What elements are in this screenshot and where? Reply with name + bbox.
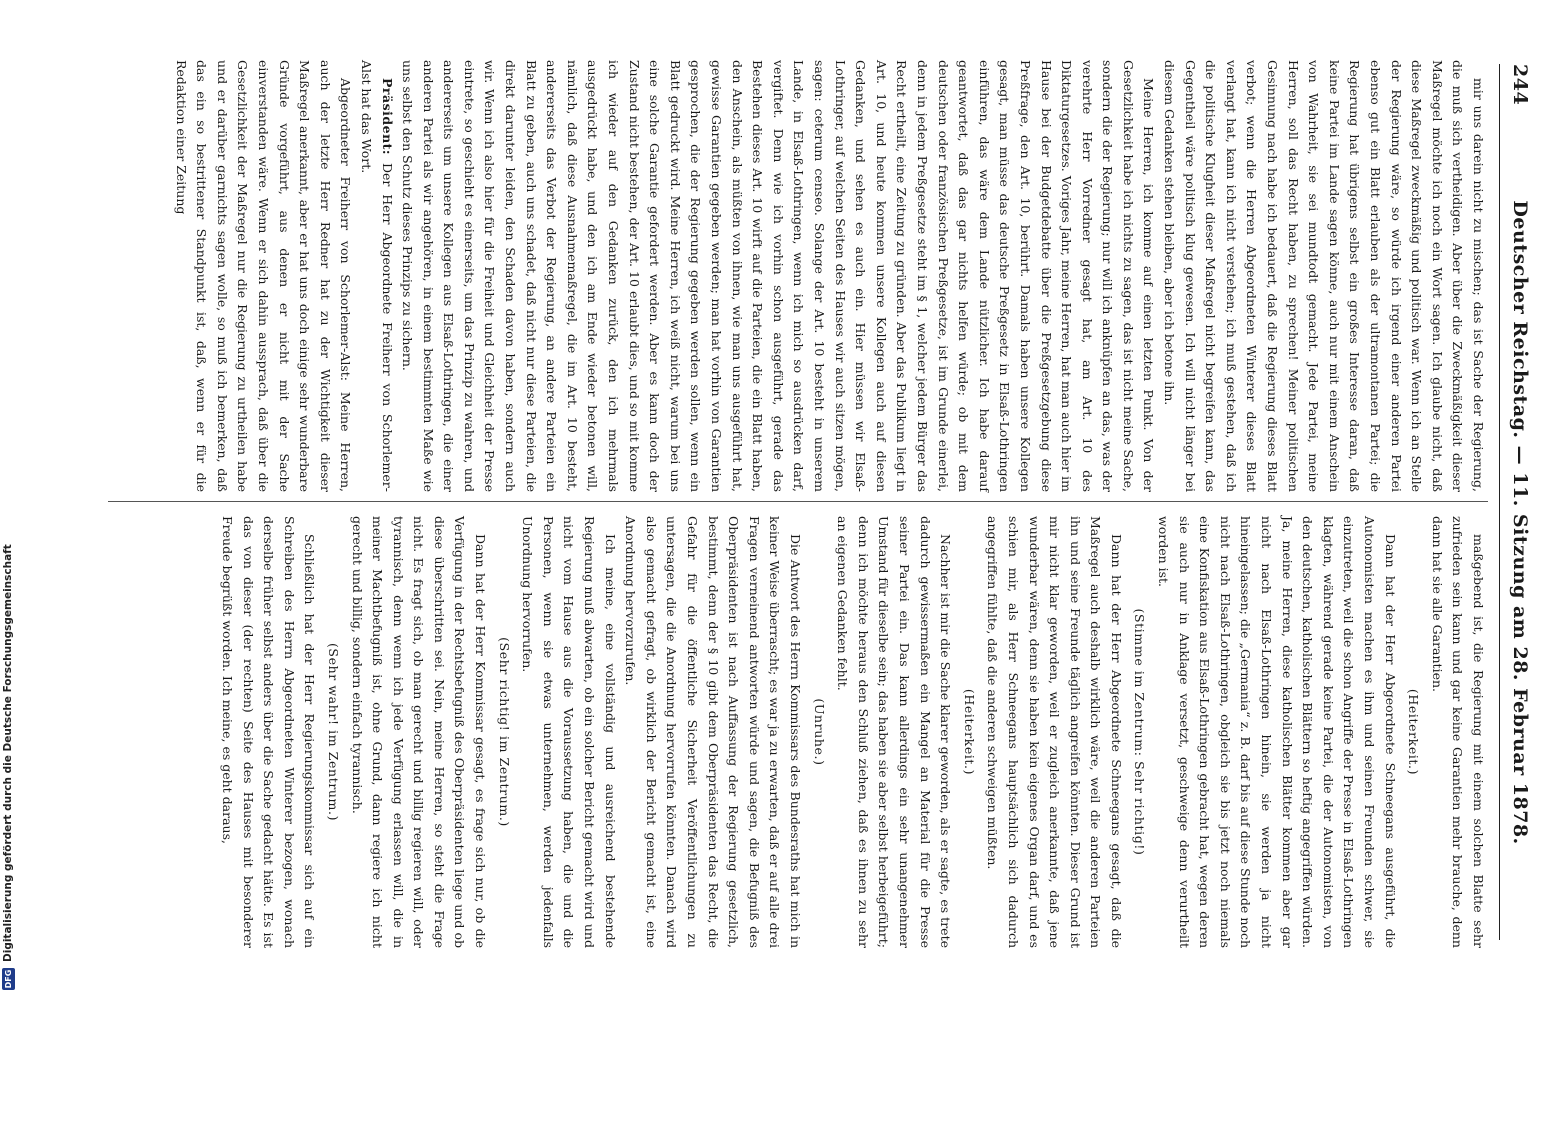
running-title: Deutscher Reichstag. — 11. Sitzung am 28. Februar 1878. (1509, 200, 1531, 845)
right-column (216, 516, 1488, 948)
paragraph: mir uns darein nicht zu mischen; das ist Sache der Regierung, die muß sich vertheidigen. Aber über die Zweckmäßigkeit dieser Maßregel möchte ich noch ein Wort sagen. Ich glaube nicht, daß diese Maßregel zweckmäßig und politisch war. Wenn ich an Stelle der Regierung wäre, so würde ich irgend einer anderen Partei ebenso gut ein Blatt erlauben als der ultramontanen Partei; die Regierung hat übrigens selbst ein großes Interesse daran, daß keine Partei im Lande sagen könne, auch nur mit einem Anschein von Wahrheit, sie sei mundtodt gemacht. Jede Partei, meine Herren, soll das Recht haben, zu sprechen! Meiner politischen Gesinnung nach habe ich bedauert, daß die Regierung dieses Blatt verbot; wenn die Herren Abgeordneten Winterer dieses Blatt verlangt hat, kann ich nicht verstehen; ich muß gestehen, daß ich die politische Klugheit dieser Maßregel nicht begreifen kann, das Gegentheil wäre politisch klug gewesen. Ich will nicht länger bei diesem Gedanken stehen bleiben, aber ich betone ihn. (1162, 60, 1486, 492)
digitization-note (0, 0, 16, 1000)
stage-direction: (Stimme im Zentrum: Sehr richtig!) (1132, 608, 1148, 856)
paragraph: Dann hat der Herr Abgeordnete Schneegans gesagt, daß die Maßregel auch deshalb wirklich wäre, weil die anderen Parteien ihn und seine Freunde täglich angreifen könnten. Dieser Grund ist mir nicht klar geworden, weil er zugleich anerkannte, daß jene wunderbar wären, denn sie haben kein eigenes Organ darf, und es schien mir, als Herr Schneegans hauptsächlich sich dadurch angegriffen fühlte, daß die anderen schweigen müßten. (985, 516, 1124, 948)
speaker-paragraph (355, 60, 396, 492)
stage-direction: (Heiterkeit.) (961, 688, 977, 776)
digitization-text: Digitalisierung gefördert durch die Deutsche Forschungsgemeinschaft (2, 544, 14, 962)
paragraph: Ich meine, eine vollständig und ausreichend bestehende Regierung muß abwarten, ob ein solcher Bericht gemacht wird und nicht vom Hause aus die Voraussetzung haben, die und die Personen, wenn sie etwas unternehmen, werden jedenfalls Unordnung hervorrufen. (520, 516, 618, 948)
column-divider (108, 501, 1488, 502)
stage-direction: (Heiterkeit.) (1406, 688, 1422, 776)
dfg-logo-icon: DFG (3, 969, 13, 989)
scanned-page (100, 42, 1560, 1142)
rotated-page-content (100, 42, 1540, 962)
paragraph: Meine Herren, ich komme auf einen letzten Punkt. Von der Gesetzlichkeit habe ich nichts zu sagen, das ist nicht meine Sache, sondern die der Regierung; nur will ich anknüpfen an das, was der verehrte Herr Vorredner gesagt hat, am Art. 10 des Diktaturgesetzes. Voriges Jahr, meine Herren, hat man auch hier im Hause bei der Budgetdebatte über die Preßgesetzgebung diese Preßfrage, den Art. 10, berührt. Damals haben unsere Kollegen gesagt, man müsse das deutsche Preßgesetz in Elsaß-Lothringen einführen, das wäre dem Lande nützlicher. Ich habe darauf geantwortet, daß das gar nichts helfen würde; ob mit dem deutschen oder französischen Preßgesetze, ist im Grunde einerlei, denn in jedem Preßgesetze steht im § 1, welcher jedem Bürger das Recht ertheilt, eine Zeitung zu gründen. Aber das Publikum liegt in Art. 10, und heute kommen unsere Kollegen auch auf diesen Gedanken, und sehen es auch ein. Hier müssen wir Elsaß-Lothringer, auf welchen Seiten des Hauses wir auch sitzen mögen, sagen: ceterum censeo. Solange der Art. 10 besteht in unserem Lande, in Elsaß-Lothringen, wenn ich mich so ausdrücken darf, vergiftet. Denn wie ich vorhin schon ausgeführt, gerade das Bestehen dieses Art. 10 wirft auf die Parteien, die ein Blatt haben, den Anschein, als müßten von ihnen, wie man uns ausgeführt hat, gewisse Garantien gegeben werden; man hat vorhin von Garantien gesprochen, die der Regierung gegeben werden sollen, wenn ein Blatt gedruckt wird. Meine Herren, ich weiß nicht, warum bei uns eine solche Garantie gefordert werden. Aber es kann doch der Zustand nicht bestehen, der Art. 10 erlaubt dies, und so mit komme ich wieder auf den Gedanken zurück, den ich mehrmals ausgedrückt habe, und den ich am Ende wieder betonen will, nämlich, daß diese Ausnahmemaßregel, die im Art. 10 besteht, andererseits das Verbot der Regierung, an andere Parteien ein Blatt zu geben, auch uns schadet, daß nicht nur diese Parteien, die direkt darunter leiden, den Schaden davon haben, sondern auch wir. Wenn ich also hier für die Freiheit und Gleichheit der Presse eintrete, so geschieht es einerseits, um das Prinzip zu wahren, und andererseits um unsere Kollegen aus Elsaß-Lothringen, die einer anderen Partei als wir angehören, in einem bestimmten Maße wie uns selbst den Schutz dieses Prinzips zu sichern. (400, 60, 1157, 492)
paragraph: Nachher ist mir die Sache klarer geworden, als er sagte, es trete dadurch gewissermaßen ein Mangel an Material für die Presse seiner Partei ein. Das kann allerdings ein sehr unangenehmer Umstand für dieselbe sein; das haben sie aber selbst herbeigeführt; denn ich möchte heraus den Schluß ziehen, daß es ihnen zu sehr an eigenen Gedanken fehlt. (835, 516, 954, 948)
paragraph: maßgebend ist, die Regierung mit einem solchen Blatte sehr zufrieden sein kann und gar keine Garantien mehr brauche, denn dann hat sie alle Garantien. (1429, 516, 1486, 948)
stage-direction: (Sehr richtig! im Zentrum.) (496, 637, 512, 827)
left-column (170, 60, 1488, 492)
paragraph: Die Antwort des Herrn Kommissars des Bundesraths hat mich in keiner Weise überrascht; es war ja zu erwarten, daß er auf alle drei Fragen verneinend antworten würde und sagen, die Befugniß des Oberpräsidenten ist nach Auffassung der Regierung gesetzlich, bestimmt, denn der § 10 gibt dem Oberpräsidenten das Recht, die Gefahr für die öffentliche Sicherheit Veröffentlichungen zu untersagen, die die Anordnung hervorrufen könnten. Danach wird also gemacht gefragt, ob wirklich der Bericht gemacht ist, eine Anordnung hervorzurufen. (623, 516, 803, 948)
speaker-name: Präsident: (379, 78, 395, 156)
speaker-text: Der Herr Abgeordnete Freiherr von Schorlemer-Alst hat das Wort. (358, 60, 395, 492)
paragraph: Dann hat der Herr Kommissar gesagt, es frage sich nur, ob die Verfügung in der Rechtsbefugniß des Oberpräsidenten liege und ob diese überschritten sei. Nein, meine Herren, so steht die Frage nicht. Es fragt sich, ob man gerecht und billig regieren will, oder tyrannisch, denn wenn ich jede Verfügung erlassen will, die in meiner Machtbefugniß ist, ohne Grund, dann regiere ich nicht gerecht und billig, sondern einfach tyrannisch. (349, 516, 489, 948)
stage-direction: (Unruhe.) (811, 698, 827, 766)
paragraph: Schließlich hat der Herr Regierungskommissar sich auf ein Schreiben des Herrn Abgeordneten Winterer bezogen, wonach derselbe früher selbst anders über die Sache gedacht hätte. Es ist das von dieser (der rechten) Seite des Hauses mit besonderer Freude begrüßt worden. Ich meine, es geht daraus, (219, 516, 318, 948)
paragraph: Abgeordneter Freiherr von Schorlemer-Alst: Meine Herren, auch der letzte Herr Redner hat zu der Wichtigkeit dieser Maßregel anerkannt, aber er hat uns doch einige sehr wunderbare Gründe vorgeführt, aus denen er nicht mit der Sache einverstanden wäre. Wenn er sich dahin aussprach, daß über die Gesetzlichkeit der Maßregel nur die Regierung zu urtheilen habe und er darüber garnichts sagen wolle, so muß ich bemerken, daß das ein so bestrittener Standpunkt ist, daß, wenn er für die Redaktion einer Zeitung (173, 60, 354, 492)
paragraph: Dann hat der Herr Abgeordnete Schneegans ausgeführt, die Autonomisten machen es ihm und seinen Freunden schwer, sie einzutreten, weil die schon Angriffe der Presse in Elsaß-Lothringen klagten, während gerade keine Partei, die der Autonomisten, von den deutschen, katholischen Blättern so heftig angegriffen würden. Ja, meine Herren, diese katholischen Blätter kommen aber gar nicht nach Elsaß-Lothringen hinein, sie werden ja nicht hineingelassen; die „Germania“ z. B. darf bis auf diese Stunde noch nicht nach Elsaß-Lothringen, obgleich sie bis jetzt noch niemals eine Konfiskation aus Elsaß-Lothringen gebracht hat, wegen deren sie auch nur in Anklage versetzt, geschweige denn verurtheilt worden ist. (1156, 516, 1398, 948)
stage-direction: (Sehr wahr! im Zentrum.) (325, 642, 341, 822)
page-header (1499, 64, 1540, 940)
page-number: 244 (1509, 64, 1531, 106)
